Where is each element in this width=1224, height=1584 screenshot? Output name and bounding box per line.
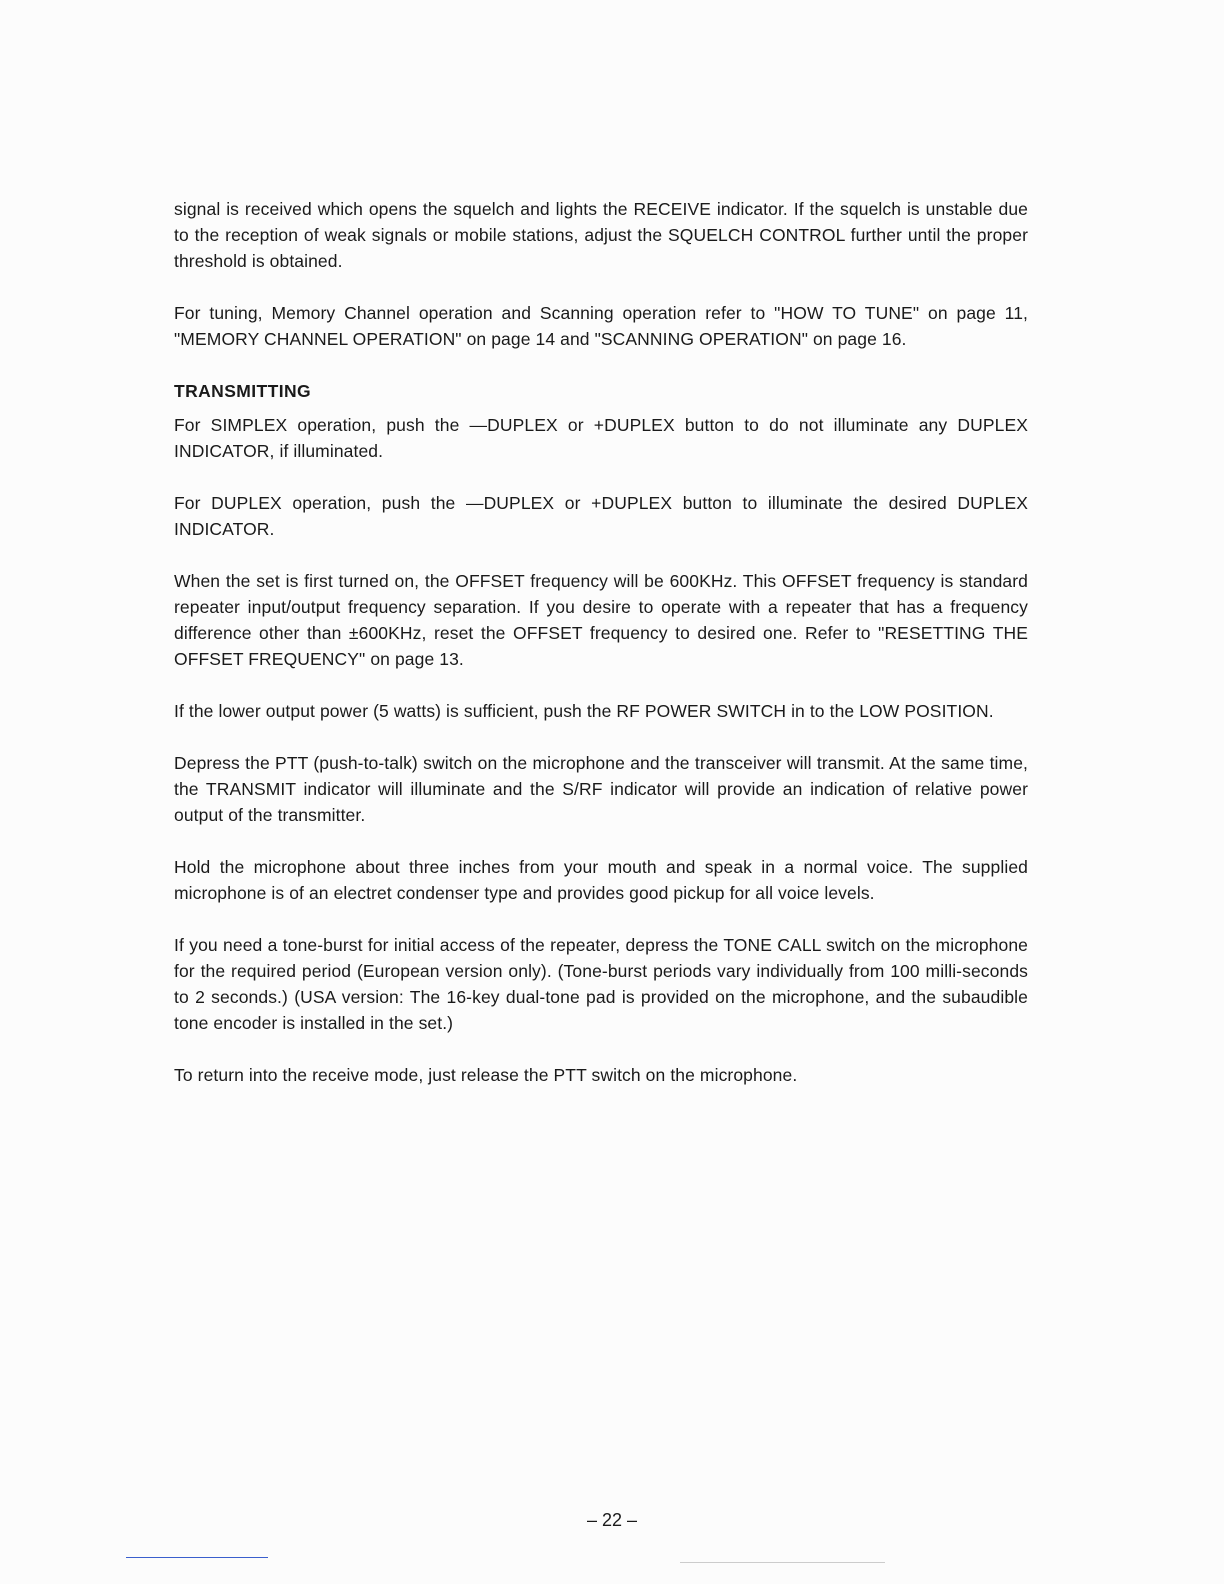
paragraph-receive-mode: To return into the receive mode, just release the PTT switch on the microphone. xyxy=(174,1065,798,1085)
paragraph-microphone: Hold the microphone about three inches from your mouth and speak in a normal voice. The supplied microphone is of an electret condenser type and provides good pickup for all voice levels. xyxy=(174,857,1028,903)
page-content xyxy=(174,196,1028,1114)
paragraph-rf-power: If the lower output power (5 watts) is sufficient, push the RF POWER SWITCH in to the LOW POSITION. xyxy=(174,701,994,721)
paragraph-offset: When the set is first turned on, the OFFSET frequency will be 600KHz. This OFFSET frequency is standard repeater input/output frequency separation. If you desire to operate with a repeater that has a frequency difference other than ±600KHz, reset the OFFSET frequency to desired one. Refer to "RESETTING THE OFFSET FREQUENCY" on page 13. xyxy=(174,571,1028,669)
paragraph-tuning-reference: For tuning, Memory Channel operation and Scanning operation refer to "HOW TO TUNE" on page 11, "MEMORY CHANNEL OPERATION" on page 14 and "SCANNING OPERATION" on page 16. xyxy=(174,303,1028,349)
paragraph-squelch: signal is received which opens the squelch and lights the RECEIVE indicator. If the squelch is unstable due to the reception of weak signals or mobile stations, adjust the SQUELCH CONTROL further until the proper threshold is obtained. xyxy=(174,199,1028,271)
section-heading-transmitting: TRANSMITTING xyxy=(174,381,312,401)
paragraph-tone-burst: If you need a tone-burst for initial access of the repeater, depress the TONE CALL switch on the microphone for the required period (European version only). (Tone-burst periods vary individually from 100 milli-seconds to 2 seconds.) (USA version: The 16-key dual-tone pad is provided on the microphone, and the subaudible tone encoder is installed in the set.) xyxy=(174,935,1028,1033)
paragraph-simplex: For SIMPLEX operation, push the —DUPLEX or +DUPLEX button to do not illuminate any DUPLEX INDICATOR, if illuminated. xyxy=(174,415,1028,461)
paragraph-duplex: For DUPLEX operation, push the —DUPLEX or +DUPLEX button to illuminate the desired DUPLEX INDICATOR. xyxy=(174,493,1028,539)
page-number: – 22 – xyxy=(586,1510,638,1530)
paragraph-ptt: Depress the PTT (push-to-talk) switch on the microphone and the transceiver will transmit. At the same time, the TRANSMIT indicator will illuminate and the S/RF indicator will provide an indication of relative power output of the transmitter. xyxy=(174,753,1028,825)
footer-rule-left xyxy=(126,1557,268,1558)
footer-rule-right xyxy=(680,1562,885,1563)
